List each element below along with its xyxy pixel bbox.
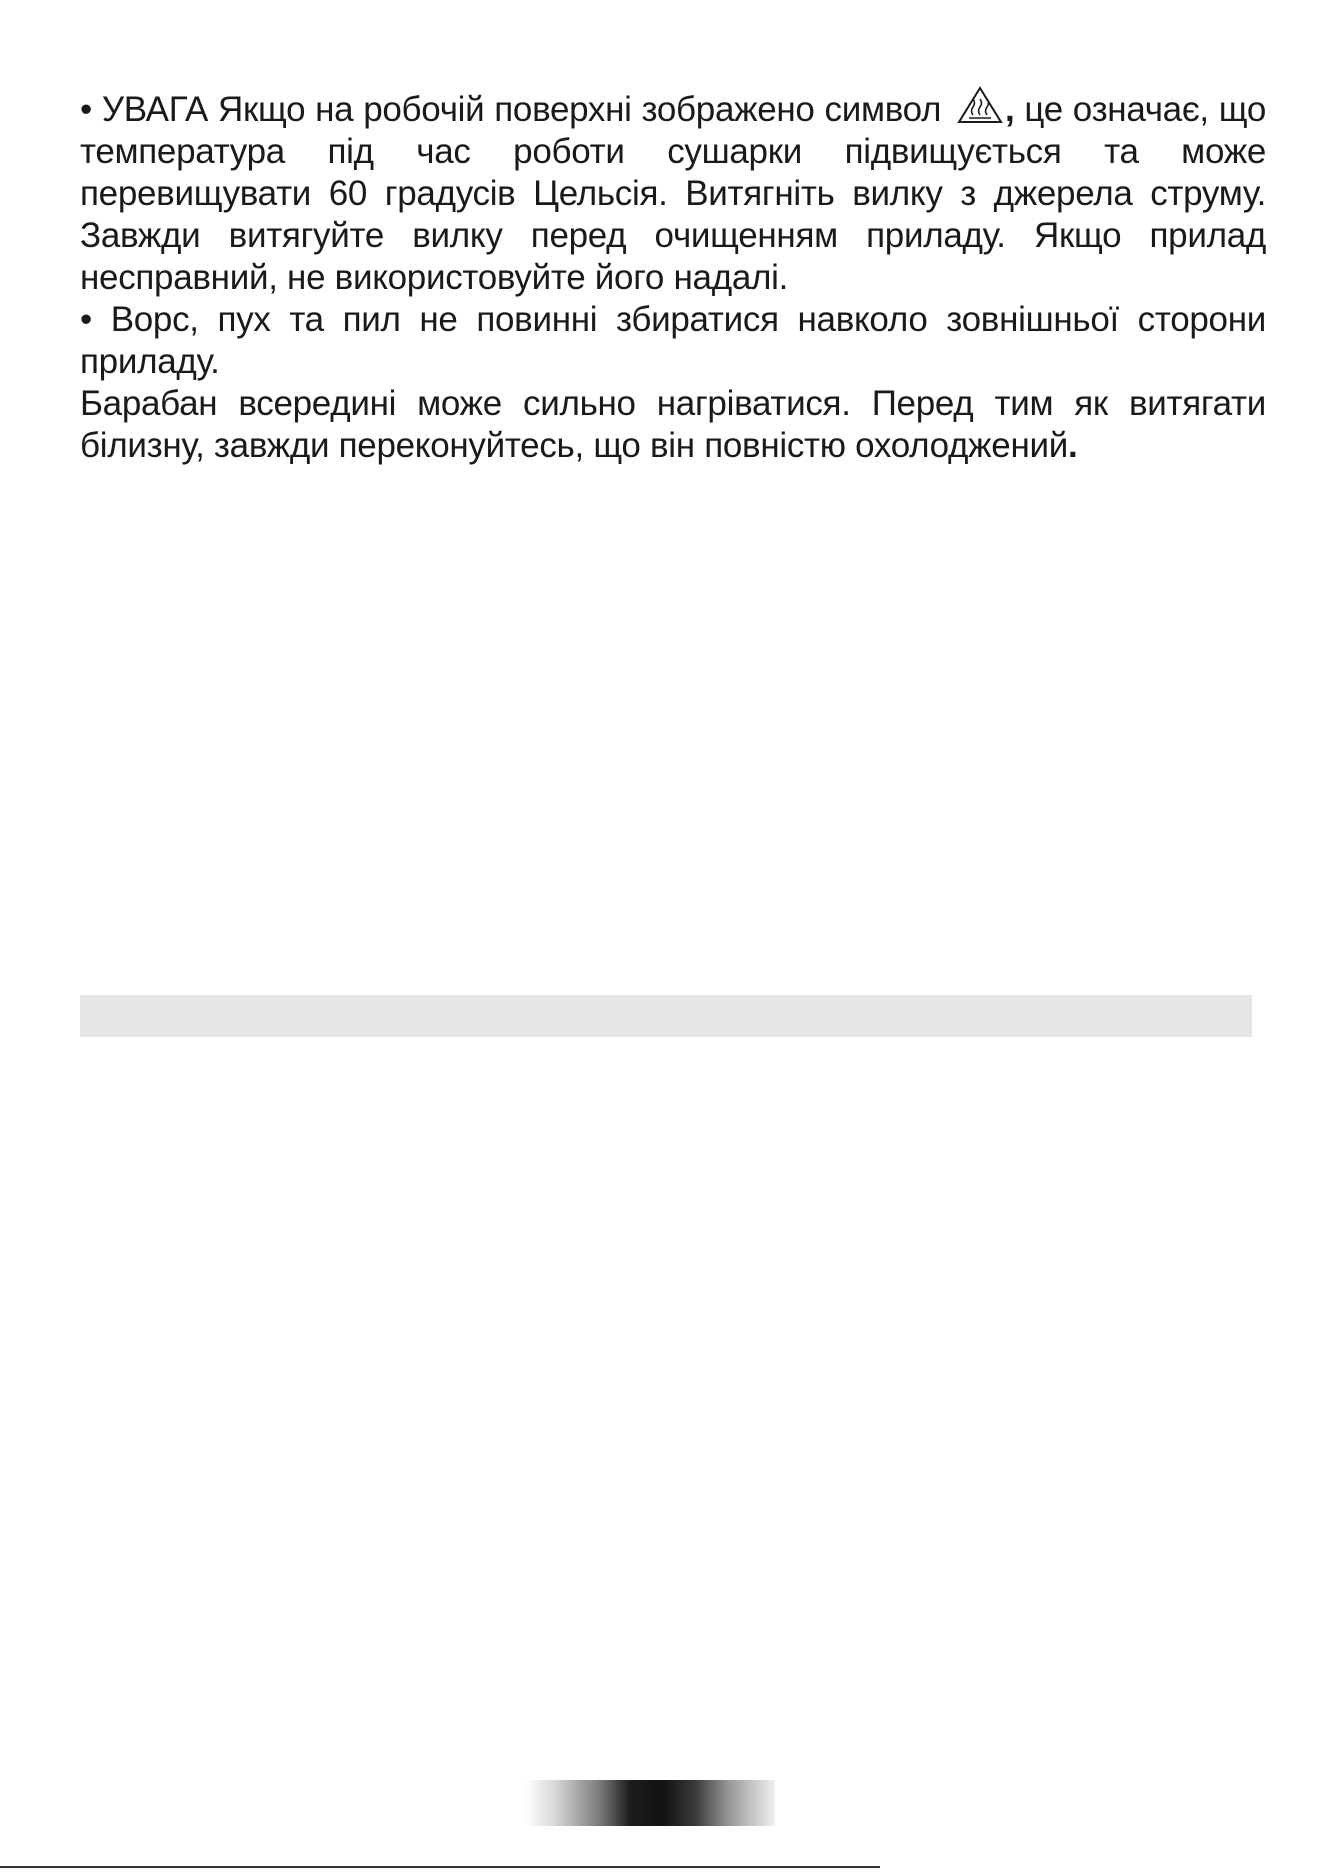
warning-paragraph [80, 85, 1266, 299]
bottom-rule [0, 1866, 880, 1868]
hot-surface-warning-icon [957, 85, 1003, 125]
page-number-tab [525, 1780, 775, 1826]
warning-text-rest: це означає, що температура під час роботи сушарки підвищується та може перевищувати 60 градусів Цельсія. Витягніть вилку з джерела струму. Завжди витягуйте вилку перед очищенням приладу. Якщо прилад несправний, не використовуйте його надалі. [80, 90, 1266, 297]
drum-paragraph [80, 383, 1266, 467]
warning-text-start: • УВАГА Якщо на робочій поверхні зображено символ [80, 90, 952, 129]
section-divider-band [80, 995, 1252, 1037]
drum-text: Барабан всередині може сильно нагріватися. Перед тим як витягати білизну, завжди переконуйтесь, що він повністю охолоджений [80, 384, 1266, 465]
lint-paragraph: • Ворс, пух та пил не повинні збиратися навколо зовнішньої сторони приладу. [80, 300, 1266, 381]
warning-comma: , [1005, 90, 1015, 129]
drum-period: . [1067, 426, 1078, 465]
manual-text-block [80, 85, 1266, 467]
